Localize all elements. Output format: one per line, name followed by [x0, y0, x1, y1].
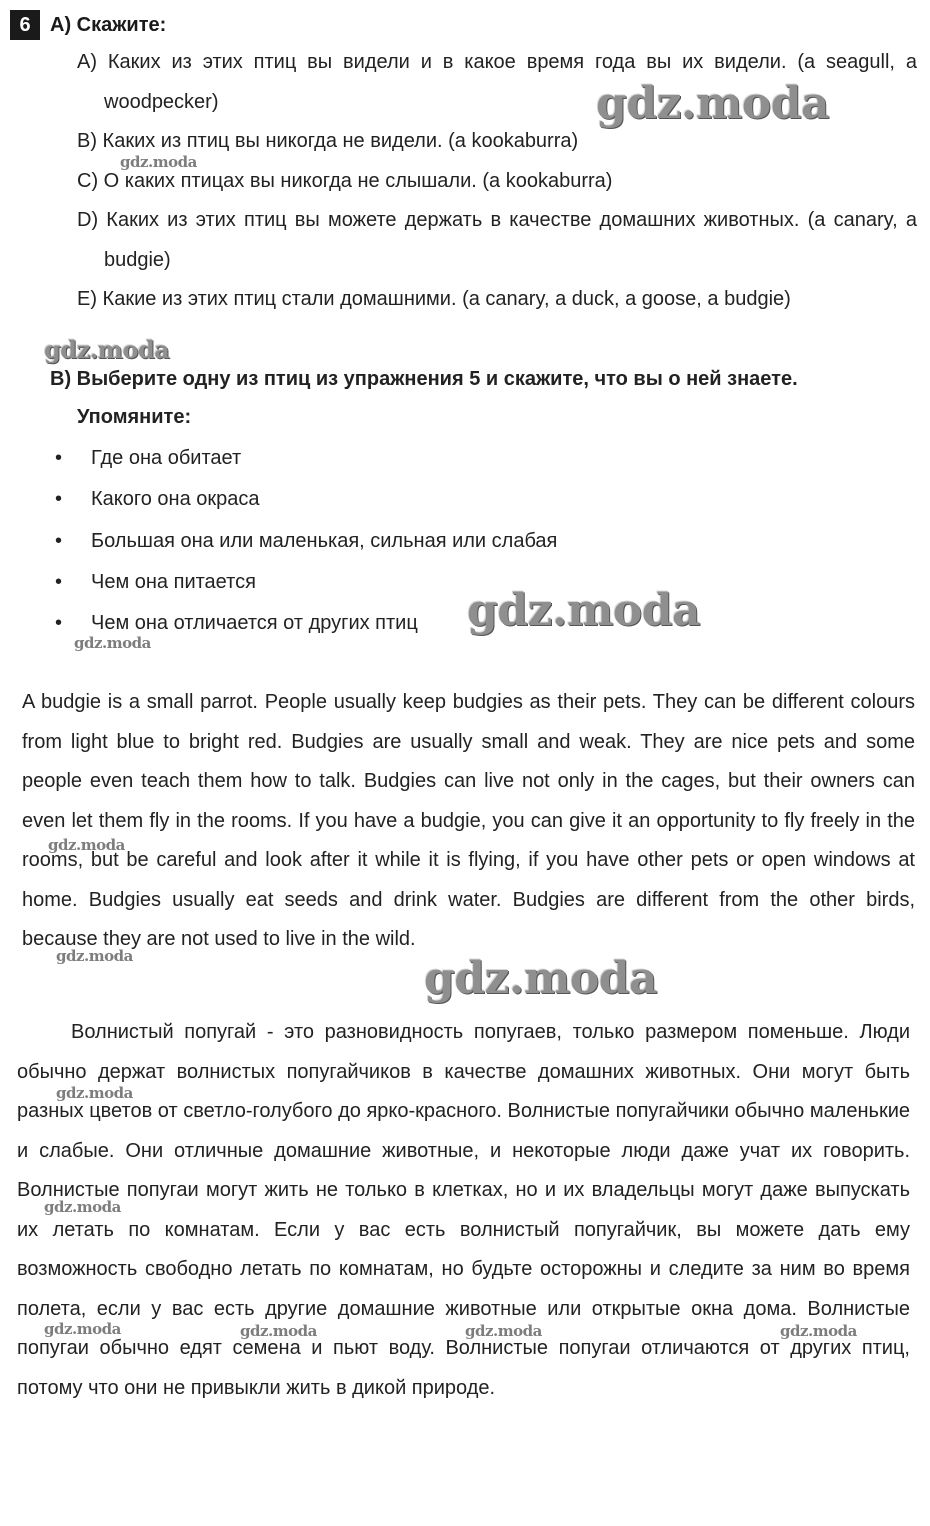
- watermark-logo: gdz.moda: [465, 1322, 542, 1340]
- watermark-logo: gdz.moda: [240, 1322, 317, 1340]
- question-item: A) Каких из этих птиц вы видели и в какое время года вы их видели. (a seagull, a woodpecker): [77, 51, 917, 113]
- bullet-icon: [55, 479, 91, 520]
- bullet-icon: [55, 438, 91, 479]
- exercise-number-badge: 6: [10, 10, 40, 40]
- watermark-logo: gdz.moda: [56, 1084, 133, 1102]
- question-item: C) О каких птицах вы никогда не слышали. (a kookaburra): [77, 169, 613, 192]
- question-item: E) Какие из этих птиц стали домашними. (a canary, a duck, a goose, a budgie): [77, 288, 791, 310]
- list-item-text: Где она обитает: [91, 447, 242, 469]
- watermark-logo: gdz.moda: [596, 78, 830, 129]
- list-item-text: Чем она питается: [91, 570, 256, 593]
- list-item-text: Большая она или маленькая, сильная или слабая: [91, 529, 558, 552]
- watermark-logo: gdz.moda: [424, 953, 658, 1004]
- list-item: [55, 521, 557, 562]
- watermark-logo: gdz.moda: [48, 836, 125, 854]
- watermark-logo: gdz.moda: [44, 335, 170, 364]
- section-a-title: A) Скажите:: [50, 13, 167, 36]
- question-item: D) Каких из этих птиц вы можете держать в качестве домашних животных. (a canary, a budgie): [77, 209, 917, 271]
- watermark-logo: gdz.moda: [44, 1198, 121, 1216]
- bullet-icon: [55, 562, 91, 603]
- watermark-logo: gdz.moda: [44, 1320, 121, 1338]
- watermark-logo: gdz.moda: [780, 1322, 857, 1340]
- question-item: B) Каких из птиц вы никогда не видели. (a kookaburra): [77, 130, 579, 152]
- section-b-title: B) Выберите одну из птиц из упражнения 5 и скажите, что вы о ней знаете.: [50, 368, 798, 390]
- watermark-logo: gdz.moda: [120, 153, 197, 171]
- bullet-icon: [55, 521, 91, 562]
- watermark-logo: gdz.moda: [74, 634, 151, 652]
- watermark-logo: gdz.moda: [56, 947, 133, 965]
- exercise-header: [10, 8, 166, 42]
- list-item: [55, 479, 557, 520]
- russian-translation-paragraph: Волнистый попугай - это разновидность попугаев, только размером поменьше. Люди обычно держат волнистых попугайчиков в качестве домашних животных. Они могут быть разных цветов от светло-голубого до ярко-красного. Волнистые попугайчики обычно маленькие и слабые. Они отличные домашние животные, и некоторые люди даже учат их говорить. Волнистые попугаи могут жить не только в клетках, но и их владельцы могут даже выпускать их летать по комнатам. Если у вас есть волнистый попугайчик, вы можете дать ему возможность свободно летать по комнатам, но будьте осторожны и следите за ним во время полета, если у вас есть другие домашние животные или открытые окна дома. Волнистые попугаи обычно едят семена и пьют воду. Волнистые попугаи отличаются от других птиц, потому что они не привыкли жить в дикой природе.: [17, 1021, 910, 1399]
- list-item: [55, 438, 557, 479]
- english-answer-paragraph: A budgie is a small parrot. People usually keep budgies as their pets. They can be different colours from light blue to bright red. Budgies are usually small and weak. They are nice pets and some people even teach them how to talk. Budgies can live not only in the cages, but their owners can even let them fly in the rooms. If you have a budgie, you can give it an opportunity to fly freely in the rooms, but be careful and look after it while it is flying, if you have other pets or open windows at home. Budgies usually eat seeds and drink water. Budgies are different from the other birds, because they are not used to live in the wild.: [22, 691, 915, 950]
- mention-heading: Упомяните:: [77, 406, 192, 428]
- watermark-logo: gdz.moda: [467, 585, 701, 636]
- list-item-text: Какого она окраса: [91, 488, 260, 511]
- list-item-text: Чем она отличается от других птиц: [91, 612, 418, 635]
